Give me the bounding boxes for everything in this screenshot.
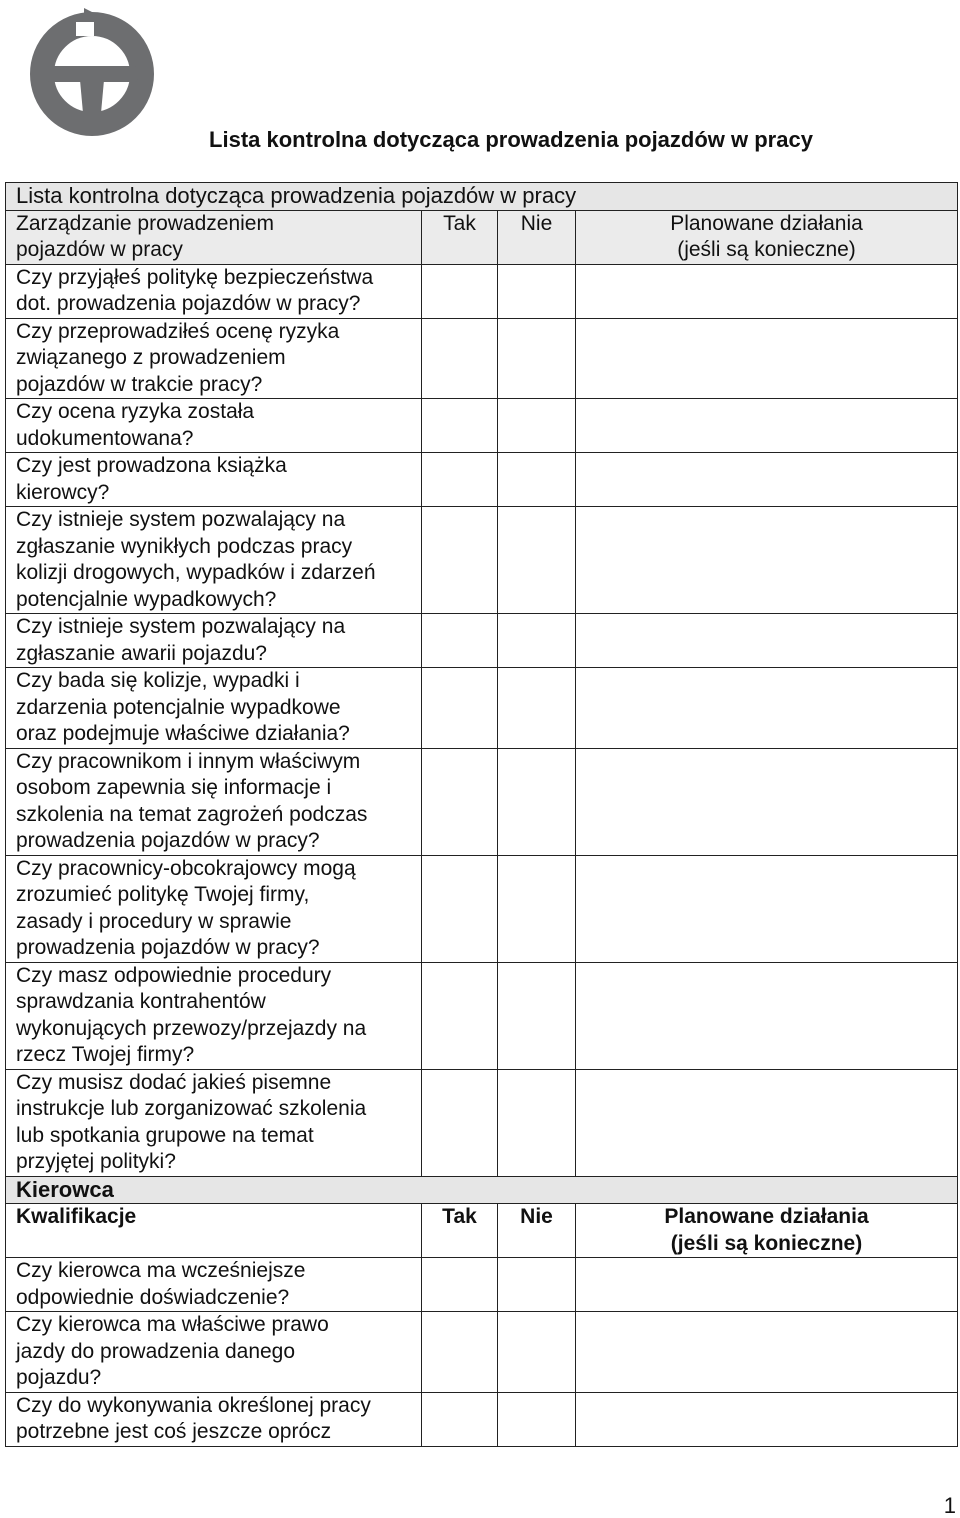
question-text [6,668,422,749]
no-cell[interactable] [498,1258,576,1312]
yes-cell[interactable] [422,1069,498,1176]
section-header-management [6,210,958,264]
yes-cell[interactable] [422,614,498,668]
cell-line: Czy istnieje system pozwalający na [16,615,346,638]
no-cell[interactable] [498,264,576,318]
no-cell[interactable] [498,453,576,507]
question-text [6,1069,422,1176]
cell-line: Planowane działania [670,211,863,235]
actions-cell[interactable] [576,1392,958,1446]
actions-cell[interactable] [576,855,958,962]
table-title [6,183,958,211]
actions-cell[interactable] [576,453,958,507]
cell-line: Czy masz odpowiednie procedury [16,963,332,987]
question-row [6,1069,958,1176]
question-row [6,399,958,453]
actions-cell[interactable] [576,1258,958,1312]
yes-cell[interactable] [422,318,498,399]
cell-line: udokumentowana? [16,426,194,450]
cell-line: Zarządzanie prowadzeniem [16,211,274,235]
no-cell[interactable] [498,614,576,668]
cell-line: Czy do wykonywania określonej pracy [16,1393,371,1417]
cell-line: pojazdów w trakcie pracy? [16,372,263,396]
cell-line: prowadzenia pojazdów w pracy? [16,829,320,852]
cell-line: potencjalnie wypadkowych? [16,587,277,611]
cell-line: Czy przyjąłeś politykę bezpieczeństwa [16,265,374,289]
cell-line: odpowiednie doświadczenie? [16,1285,290,1309]
cell-line: Czy ocena ryzyka została [16,400,255,423]
yes-cell[interactable] [422,264,498,318]
actions-cell[interactable] [576,399,958,453]
yes-cell[interactable] [422,453,498,507]
cell-line: Czy istnieje system pozwalający na [16,508,346,531]
cell-line: Czy kierowca ma właściwe prawo [16,1313,329,1336]
cell-line: instrukcje lub zorganizować szkolenia [16,1097,367,1120]
cell-line: związanego z prowadzeniem [16,346,286,369]
question-text [6,1392,422,1446]
yes-cell[interactable] [422,1258,498,1312]
no-cell[interactable] [498,1069,576,1176]
cell-line: pojazdu? [16,1366,102,1389]
column-header-yes: Tak [422,1204,498,1258]
page-number: 1 [943,1493,956,1518]
no-cell[interactable] [498,748,576,855]
actions-cell[interactable] [576,614,958,668]
column-header-question [6,210,422,264]
no-cell[interactable] [498,962,576,1069]
actions-cell[interactable] [576,318,958,399]
cell-line: Czy bada się kolizje, wypadki i [16,669,300,692]
yes-cell[interactable] [422,962,498,1069]
yes-cell[interactable] [422,748,498,855]
question-row [6,264,958,318]
actions-cell[interactable] [576,668,958,749]
yes-cell[interactable] [422,507,498,614]
question-text [6,264,422,318]
cell-line: prowadzenia pojazdów w pracy? [16,936,320,959]
column-header-no: Nie [498,1204,576,1258]
cell-line: sprawdzania kontrahentów [16,990,266,1013]
actions-cell[interactable] [576,1312,958,1393]
cell-line: potrzebne jest coś jeszcze oprócz [16,1420,332,1443]
column-header-no: Nie [498,210,576,264]
cell-line: przyjętej polityki? [16,1150,176,1173]
question-text [6,614,422,668]
question-row [6,1258,958,1312]
question-text [6,748,422,855]
cell-line: Czy musisz dodać jakieś pisemne [16,1070,332,1094]
cell-line: Czy jest prowadzona książka [16,454,287,477]
no-cell[interactable] [498,318,576,399]
cell-line: Czy pracownikom i innym właściwym [16,749,361,773]
question-row [6,1392,958,1446]
question-text [6,318,422,399]
cell-line: Czy kierowca ma wcześniejsze [16,1259,306,1282]
yes-cell[interactable] [422,399,498,453]
cell-line: szkolenia na temat zagrożeń podczas [16,802,368,826]
yes-cell[interactable] [422,668,498,749]
actions-cell[interactable] [576,748,958,855]
yes-cell[interactable] [422,855,498,962]
cell-line: oraz podejmuje właściwe działania? [16,722,350,745]
cell-line: zdarzenia potencjalnie wypadkowe [16,695,341,719]
column-header-actions [576,1204,958,1258]
table-title-cell: Lista kontrolna dotycząca prowadzenia pojazdów w pracy [6,183,958,211]
question-row [6,668,958,749]
question-text [6,1258,422,1312]
question-row [6,507,958,614]
question-row [6,453,958,507]
checklist-table [5,182,958,1447]
no-cell[interactable] [498,507,576,614]
question-text [6,507,422,614]
question-row [6,855,958,962]
steering-wheel-icon [22,2,162,142]
cell-line: rzecz Twojej firmy? [16,1043,195,1066]
no-cell[interactable] [498,399,576,453]
cell-line: Czy pracownicy-obcokrajowcy mogą [16,856,356,880]
cell-line: wykonujących przewozy/przejazdy na [16,1016,367,1040]
cell-line: Czy przeprowadziłeś ocenę ryzyka [16,319,340,343]
question-text [6,453,422,507]
no-cell[interactable] [498,1312,576,1393]
question-row [6,962,958,1069]
question-row [6,318,958,399]
question-row [6,1312,958,1393]
cell-line: zgłaszanie wynikłych podczas pracy [16,534,353,558]
cell-line: (jeśli są konieczne) [677,238,856,261]
yes-cell[interactable] [422,1392,498,1446]
question-row [6,748,958,855]
no-cell[interactable] [498,855,576,962]
cell-line: kolizji drogowych, wypadków i zdarzeń [16,561,376,584]
column-header-question [6,1204,422,1258]
cell-line: pojazdów w pracy [16,238,183,261]
cell-line: zasady i procedury w sprawie [16,909,292,933]
section-header-qualifications [6,1204,958,1258]
question-text [6,962,422,1069]
column-header-yes: Tak [422,210,498,264]
actions-cell[interactable] [576,264,958,318]
document-title: Lista kontrolna dotycząca prowadzenia pojazdów w pracy [209,127,813,152]
cell-line: kierowcy? [16,480,110,504]
cell-line: (jeśli są konieczne) [670,1231,863,1255]
cell-line: lub spotkania grupowe na temat [16,1123,314,1147]
section-band-driver [6,1176,958,1204]
cell-line: dot. prowadzenia pojazdów w pracy? [16,292,361,315]
cell-line: zgłaszanie awarii pojazdu? [16,641,267,665]
cell-line: jazdy do prowadzenia danego [16,1339,296,1363]
cell-line: osobom zapewnia się informacje i [16,776,332,799]
question-row [6,614,958,668]
no-cell[interactable] [498,668,576,749]
yes-cell[interactable] [422,1312,498,1393]
question-text [6,1312,422,1393]
cell-line: Kwalifikacje [16,1205,137,1228]
column-header-actions [576,210,958,264]
question-text [6,855,422,962]
actions-cell[interactable] [576,962,958,1069]
cell-line: Planowane działania [664,1205,869,1228]
actions-cell[interactable] [576,507,958,614]
no-cell[interactable] [498,1392,576,1446]
question-text [6,399,422,453]
actions-cell[interactable] [576,1069,958,1176]
cell-line: zrozumieć politykę Twojej firmy, [16,883,310,906]
section-band-driver-cell: Kierowca [6,1176,958,1204]
